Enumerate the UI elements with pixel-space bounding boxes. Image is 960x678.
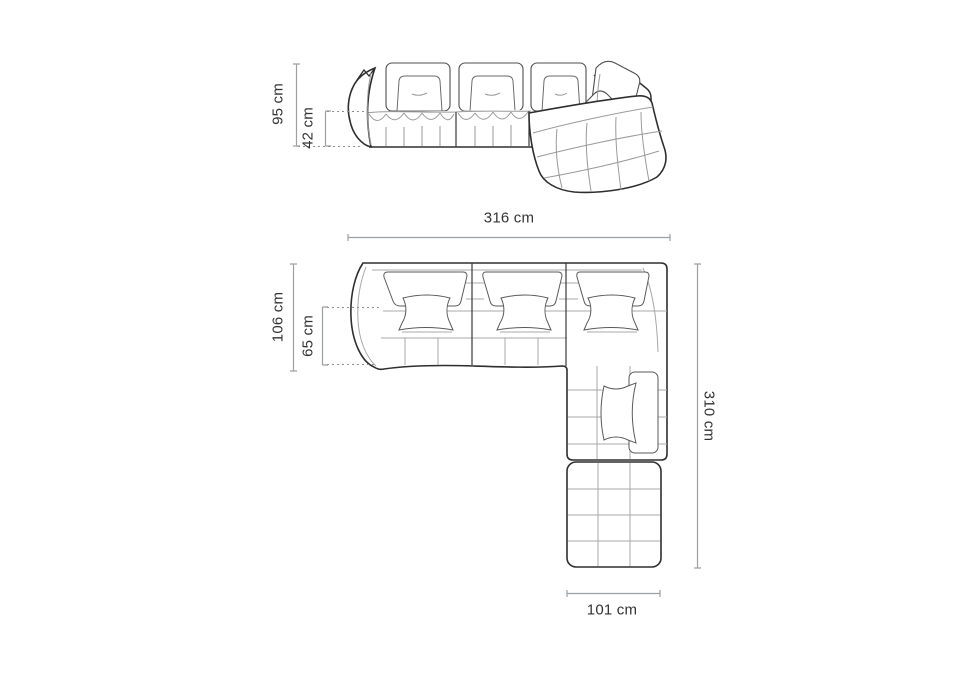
plan-view-drawing xyxy=(351,263,667,567)
dim-label-chaise-width: 101 cm xyxy=(586,601,638,619)
seat-pillow xyxy=(399,295,453,330)
dim-line-seat-depth xyxy=(323,307,329,365)
dim-line-total-depth xyxy=(290,264,297,371)
seat-pillow xyxy=(497,295,551,330)
seat-pillow xyxy=(584,295,638,330)
front-view-drawing xyxy=(348,61,666,192)
dim-label-total-height: 95 cm xyxy=(269,83,287,125)
dim-label-total-width: 316 cm xyxy=(483,209,535,227)
corner-seat-pillow xyxy=(601,383,636,443)
dim-label-total-depth: 106 cm xyxy=(269,291,287,343)
dim-label-total-length: 310 cm xyxy=(700,390,718,442)
dim-label-seat-depth: 65 cm xyxy=(299,315,317,357)
pillow xyxy=(470,76,515,111)
dim-line-chaise-width xyxy=(567,590,660,597)
dim-label-seat-height: 42 cm xyxy=(299,107,317,149)
front-pillows xyxy=(397,76,580,111)
dim-line-total-width xyxy=(348,234,670,241)
chaise-outline xyxy=(529,96,666,193)
plan-seat-pillows xyxy=(399,295,638,330)
dim-line-seat-height xyxy=(326,111,332,146)
pillow xyxy=(397,76,442,111)
